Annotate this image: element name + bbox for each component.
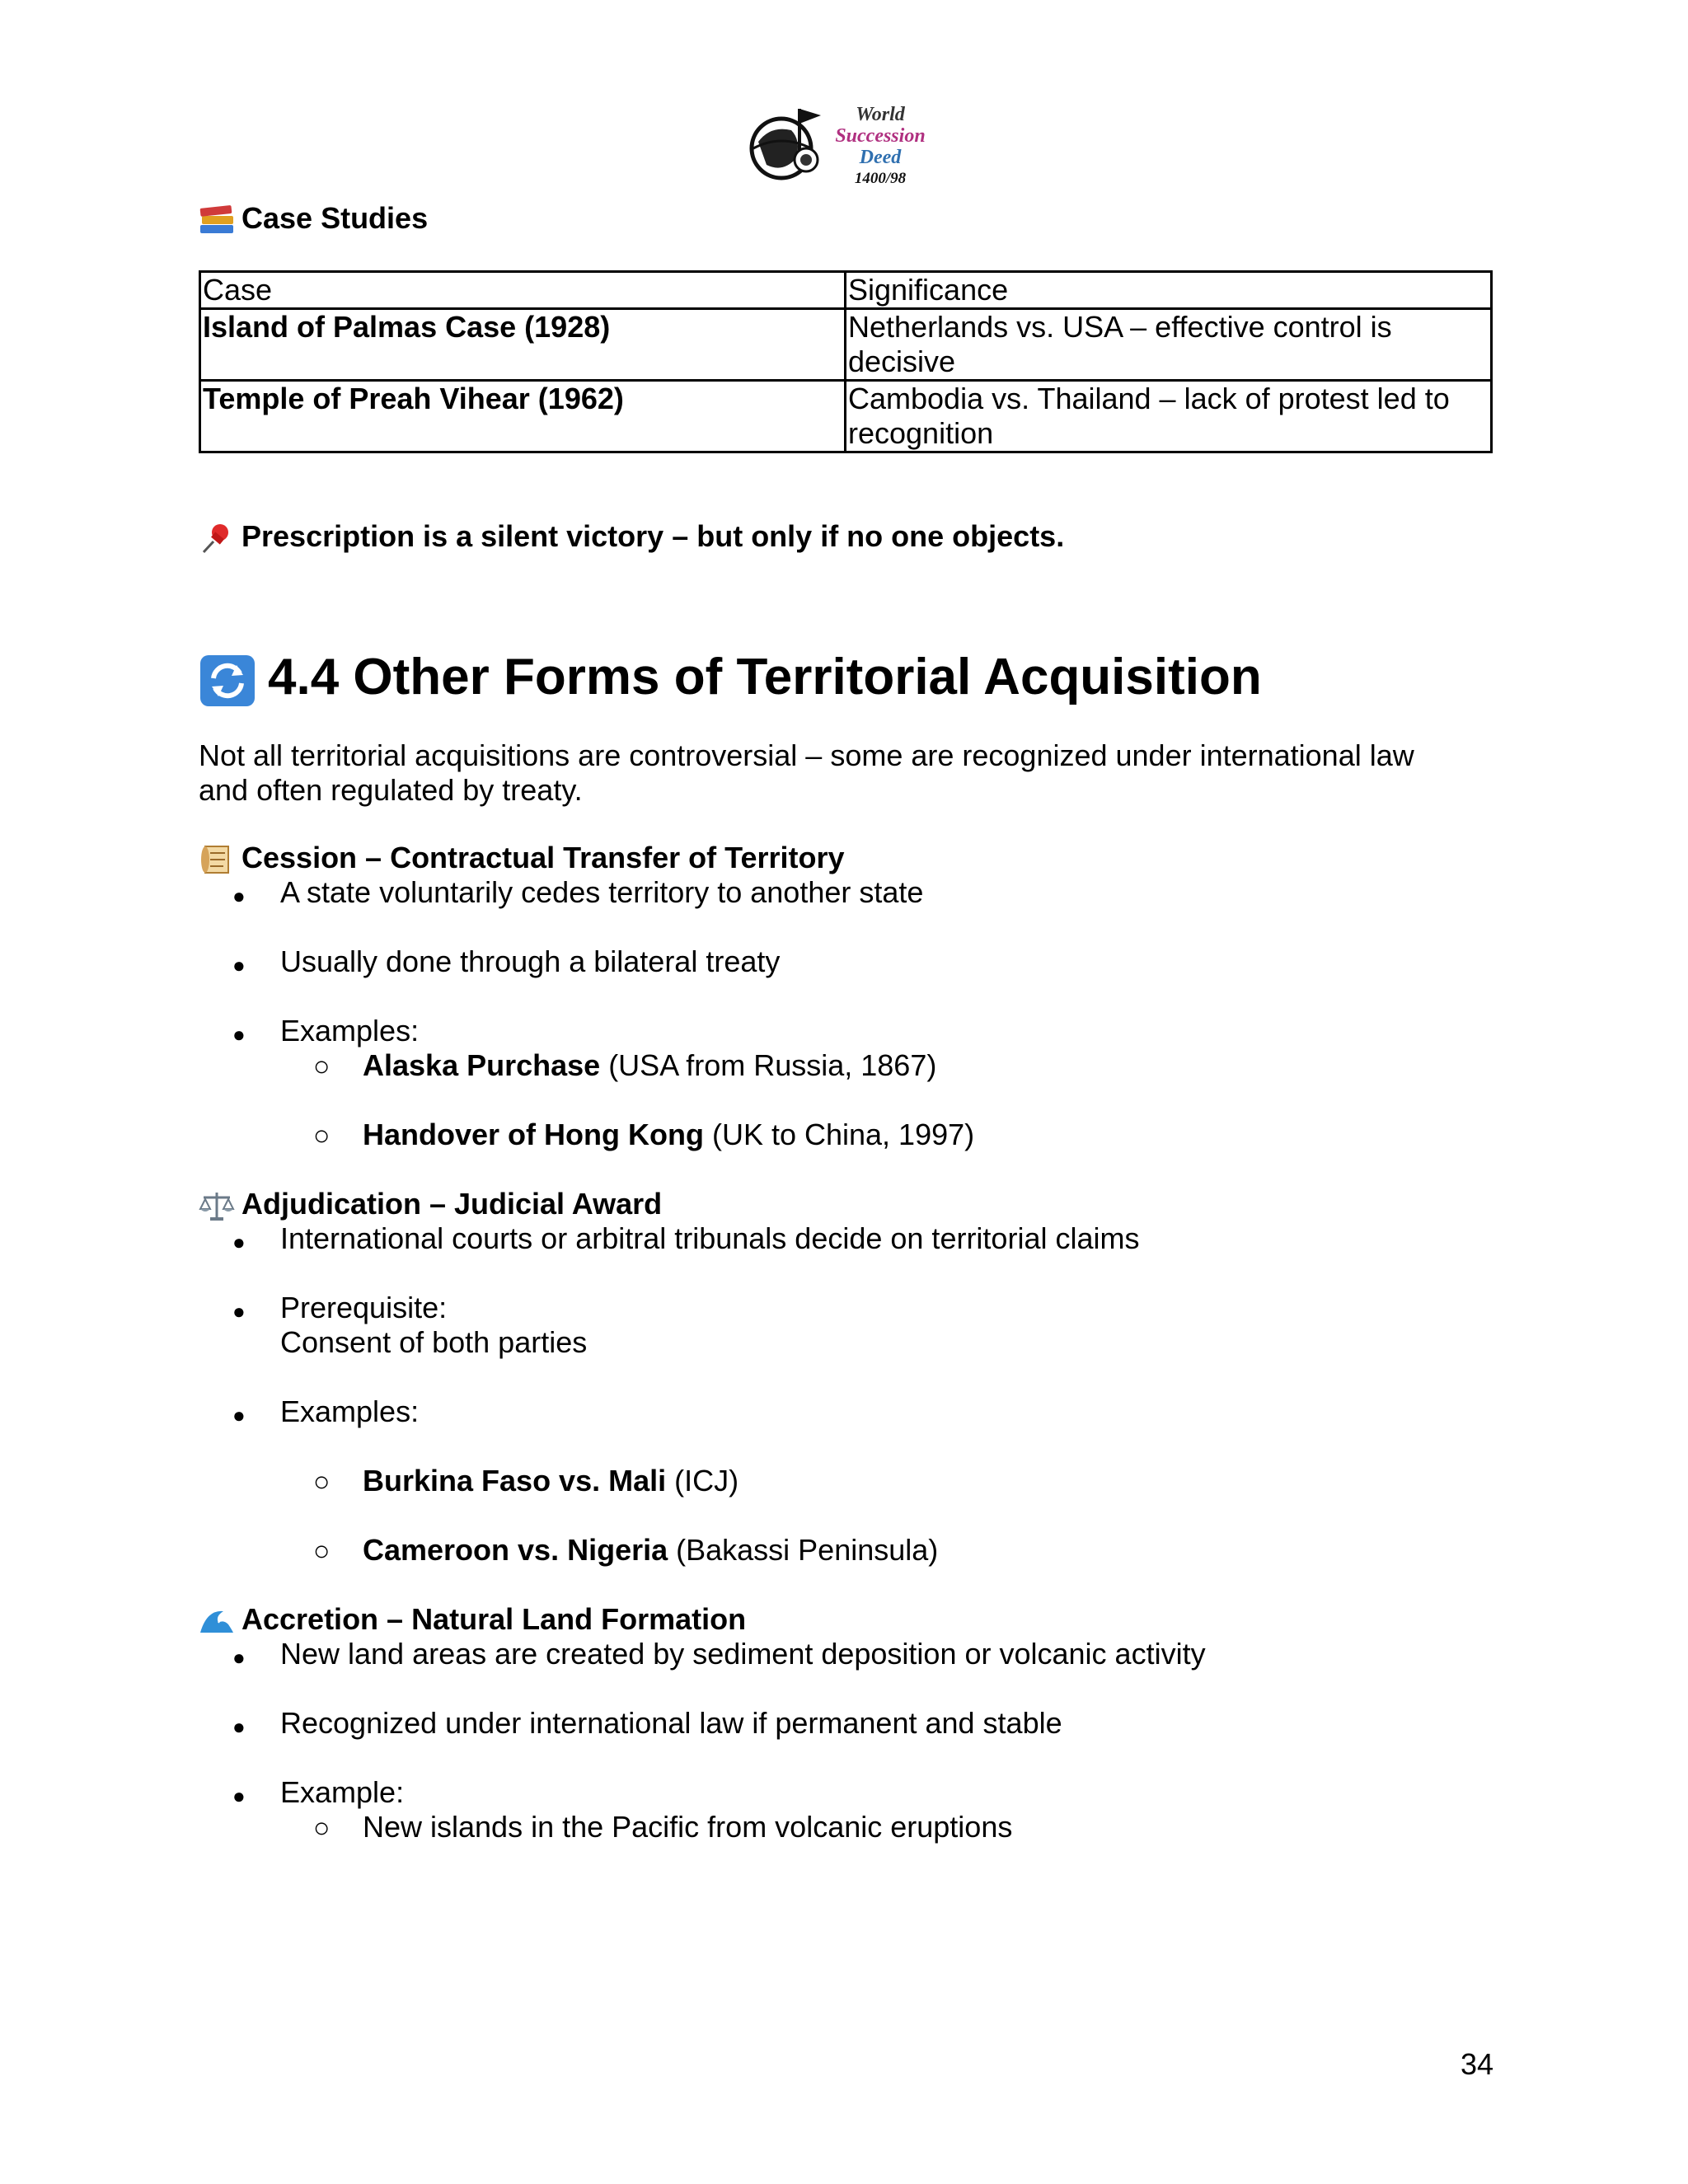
- table-row: [200, 309, 1492, 381]
- header-cell-case: Case: [200, 272, 846, 309]
- prescription-note: [199, 519, 1064, 555]
- section-intro: [199, 738, 1414, 808]
- pushpin-icon: [199, 522, 235, 555]
- prescription-note-text: Prescription is a silent victory – but only if no one objects.: [241, 519, 1065, 553]
- list-item: Example:: [280, 1775, 405, 1809]
- cession-heading-text: Cession – Contractual Transfer of Territory: [241, 841, 845, 874]
- list-item: [280, 1291, 587, 1360]
- case-studies-heading: [199, 201, 428, 237]
- significance-cell: Cambodia vs. Thailand – lack of protest led to recognition: [846, 381, 1492, 452]
- example-detail: (ICJ): [666, 1464, 739, 1497]
- sub-list-item: New islands in the Pacific from volcanic eruptions: [363, 1810, 1013, 1844]
- list-item: Examples:: [280, 1394, 420, 1428]
- section-title-text: 4.4 Other Forms of Territorial Acquisition: [268, 649, 1262, 705]
- logo: [742, 101, 931, 193]
- cession-heading: [199, 841, 845, 876]
- scales-icon: [199, 1189, 235, 1222]
- case-studies-table: [199, 270, 1493, 453]
- sub-bullet-circle: ○: [313, 1466, 331, 1497]
- arrows-cycle-icon: [199, 654, 256, 708]
- bullet-dot: ●: [232, 1299, 246, 1324]
- case-cell: Island of Palmas Case (1928): [200, 309, 846, 381]
- bullet-dot: ●: [232, 1645, 246, 1670]
- example-name: Cameroon vs. Nigeria: [363, 1533, 668, 1567]
- globe-astronaut-logo-icon: [742, 101, 828, 191]
- adjudication-heading: [199, 1187, 662, 1222]
- list-item: New land areas are created by sediment deposition or volcanic activity: [280, 1637, 1206, 1671]
- bullet-dot: ●: [232, 883, 246, 908]
- example-name: Burkina Faso vs. Mali: [363, 1464, 667, 1497]
- significance-cell: Netherlands vs. USA – effective control is decisive: [846, 309, 1492, 381]
- sub-list-item: [363, 1533, 938, 1568]
- sub-bullet-circle: ○: [313, 1535, 331, 1567]
- list-item: Examples:: [280, 1014, 420, 1047]
- sub-list-item: [363, 1464, 738, 1498]
- example-name: Handover of Hong Kong: [363, 1118, 704, 1151]
- section-intro-line-2: and often regulated by treaty.: [199, 773, 583, 807]
- sub-list-item: [363, 1118, 974, 1152]
- list-item-label: Prerequisite:: [280, 1291, 448, 1324]
- accretion-heading: [199, 1602, 746, 1638]
- sub-bullet-circle: ○: [313, 1812, 331, 1844]
- scroll-icon: [199, 843, 235, 876]
- example-detail: (UK to China, 1997): [703, 1118, 975, 1151]
- logo-line-4: 1400/98: [854, 170, 907, 187]
- sub-bullet-circle: ○: [313, 1120, 331, 1151]
- accretion-heading-text: Accretion – Natural Land Formation: [241, 1602, 747, 1636]
- example-detail: (USA from Russia, 1867): [600, 1048, 937, 1082]
- header-cell-significance: Significance: [846, 272, 1492, 309]
- bullet-dot: ●: [232, 1403, 246, 1427]
- books-icon: [199, 204, 235, 237]
- logo-line-1: World: [856, 104, 905, 125]
- sub-list-item: [363, 1048, 936, 1083]
- bullet-dot: ●: [232, 1230, 246, 1254]
- adjudication-heading-text: Adjudication – Judicial Award: [241, 1187, 663, 1221]
- case-studies-title: Case Studies: [241, 201, 429, 235]
- logo-line-2: Succession: [835, 125, 926, 147]
- table-header-row: [200, 272, 1492, 309]
- table-row: [200, 381, 1492, 452]
- page-number: 34: [1460, 2047, 1493, 2081]
- case-cell: Temple of Preah Vihear (1962): [200, 381, 846, 452]
- bullet-dot: ●: [232, 1783, 246, 1808]
- list-item: International courts or arbitral tribunals decide on territorial claims: [280, 1221, 1140, 1255]
- list-item: A state voluntarily cedes territory to another state: [280, 875, 924, 909]
- section-title: [199, 648, 1262, 708]
- example-name: Alaska Purchase: [363, 1048, 601, 1082]
- logo-line-3: Deed: [859, 147, 902, 168]
- bullet-dot: ●: [232, 1714, 246, 1739]
- sub-bullet-circle: ○: [313, 1051, 331, 1082]
- list-item: Recognized under international law if permanent and stable: [280, 1706, 1062, 1740]
- bullet-dot: ●: [232, 1022, 246, 1047]
- wave-icon: [199, 1605, 235, 1638]
- bullet-dot: ●: [232, 953, 246, 977]
- example-detail: (Bakassi Peninsula): [668, 1533, 939, 1567]
- section-intro-line-1: Not all territorial acquisitions are controversial – some are recognized under international law: [199, 738, 1414, 772]
- list-item: Usually done through a bilateral treaty: [280, 944, 781, 978]
- list-item-detail: Consent of both parties: [280, 1325, 588, 1359]
